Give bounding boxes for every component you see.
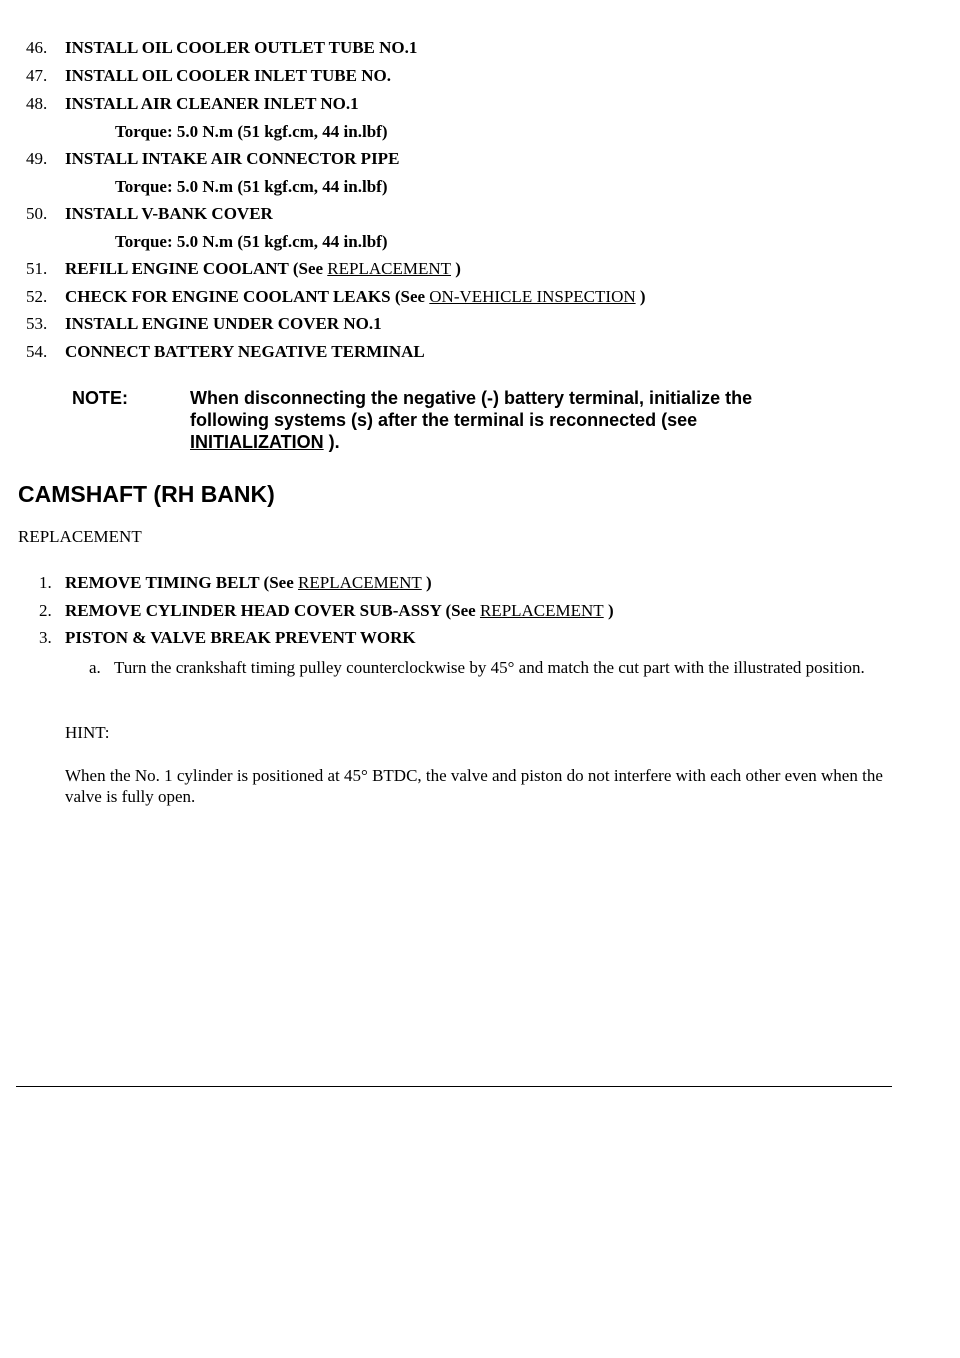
- section-subtitle: REPLACEMENT: [18, 527, 142, 546]
- step-47: [26, 66, 391, 86]
- replacement-link[interactable]: REPLACEMENT: [479, 601, 604, 620]
- hint-text: When the No. 1 cylinder is positioned at 45° BTDC, the valve and piston do not interfere with each other even when the valve is fully open.: [65, 766, 883, 806]
- step-title: INSTALL OIL COOLER INLET TUBE NO.: [65, 66, 391, 85]
- replacement-step-3: [39, 628, 416, 648]
- step-title: REFILL ENGINE COOLANT (See: [65, 259, 328, 278]
- step-title: CHECK FOR ENGINE COOLANT LEAKS (See: [65, 287, 430, 306]
- step-title-close: ): [451, 259, 461, 278]
- hint-label: HINT:: [65, 723, 110, 742]
- step-title: REMOVE TIMING BELT (See: [65, 573, 299, 592]
- note-close: ).: [323, 432, 340, 452]
- torque-spec-50: Torque: 5.0 N.m (51 kgf.cm, 44 in.lbf): [115, 232, 388, 251]
- step-number: 49.: [26, 149, 48, 168]
- step-title-close: ): [603, 601, 614, 620]
- step-number: 3.: [39, 628, 52, 647]
- step-49: [26, 149, 399, 169]
- step-title: CONNECT BATTERY NEGATIVE TERMINAL: [65, 342, 425, 361]
- step-number: 1.: [39, 573, 52, 592]
- step-number: 52.: [26, 287, 48, 306]
- replacement-step-1: [39, 573, 432, 593]
- replacement-step-2: [39, 601, 614, 621]
- step-title: INSTALL OIL COOLER OUTLET TUBE NO.1: [65, 38, 418, 57]
- step-title: INSTALL ENGINE UNDER COVER NO.1: [65, 314, 382, 333]
- note-line-3: [190, 431, 340, 453]
- note-line-2: following systems (s) after the terminal is reconnected (see: [190, 410, 698, 430]
- note-line-1: When disconnecting the negative (-) battery terminal, initialize the: [190, 388, 753, 408]
- step-number: 50.: [26, 204, 48, 223]
- step-53: [26, 314, 382, 334]
- step-52: [26, 287, 646, 307]
- step-51: [26, 259, 461, 279]
- step-number: 2.: [39, 601, 52, 620]
- step-50: [26, 204, 273, 224]
- step-title-close: ): [421, 573, 432, 592]
- step-number: 54.: [26, 342, 48, 361]
- step-title: PISTON & VALVE BREAK PREVENT WORK: [65, 628, 416, 647]
- step-48: [26, 94, 359, 114]
- step-title: REMOVE CYLINDER HEAD COVER SUB-ASSY (See: [65, 601, 480, 620]
- step-46: [26, 38, 417, 58]
- initialization-link[interactable]: INITIALIZATION: [190, 432, 324, 452]
- step-title: INSTALL V-BANK COVER: [65, 204, 273, 223]
- substep-label: a.: [89, 658, 101, 677]
- horizontal-divider: [16, 1086, 892, 1087]
- replacement-link[interactable]: REPLACEMENT: [298, 573, 422, 592]
- step-54: [26, 342, 425, 362]
- step-number: 47.: [26, 66, 48, 85]
- step-title: INSTALL AIR CLEANER INLET NO.1: [65, 94, 359, 113]
- section-title: CAMSHAFT (RH BANK): [18, 481, 275, 507]
- step-title-close: ): [635, 287, 646, 306]
- step-title: INSTALL INTAKE AIR CONNECTOR PIPE: [65, 149, 400, 168]
- step-number: 51.: [26, 259, 48, 278]
- torque-spec-49: Torque: 5.0 N.m (51 kgf.cm, 44 in.lbf): [115, 177, 388, 196]
- substep-a: [89, 657, 869, 678]
- step-number: 53.: [26, 314, 48, 333]
- substep-text: Turn the crankshaft timing pulley counterclockwise by 45° and match the cut part with the illustrated position.: [114, 658, 865, 677]
- on-vehicle-inspection-link[interactable]: ON-VEHICLE INSPECTION: [429, 287, 636, 306]
- step-number: 46.: [26, 38, 48, 57]
- torque-spec-48: Torque: 5.0 N.m (51 kgf.cm, 44 in.lbf): [115, 122, 388, 141]
- note-label: NOTE:: [72, 388, 128, 408]
- replacement-link[interactable]: REPLACEMENT: [327, 259, 452, 278]
- step-number: 48.: [26, 94, 48, 113]
